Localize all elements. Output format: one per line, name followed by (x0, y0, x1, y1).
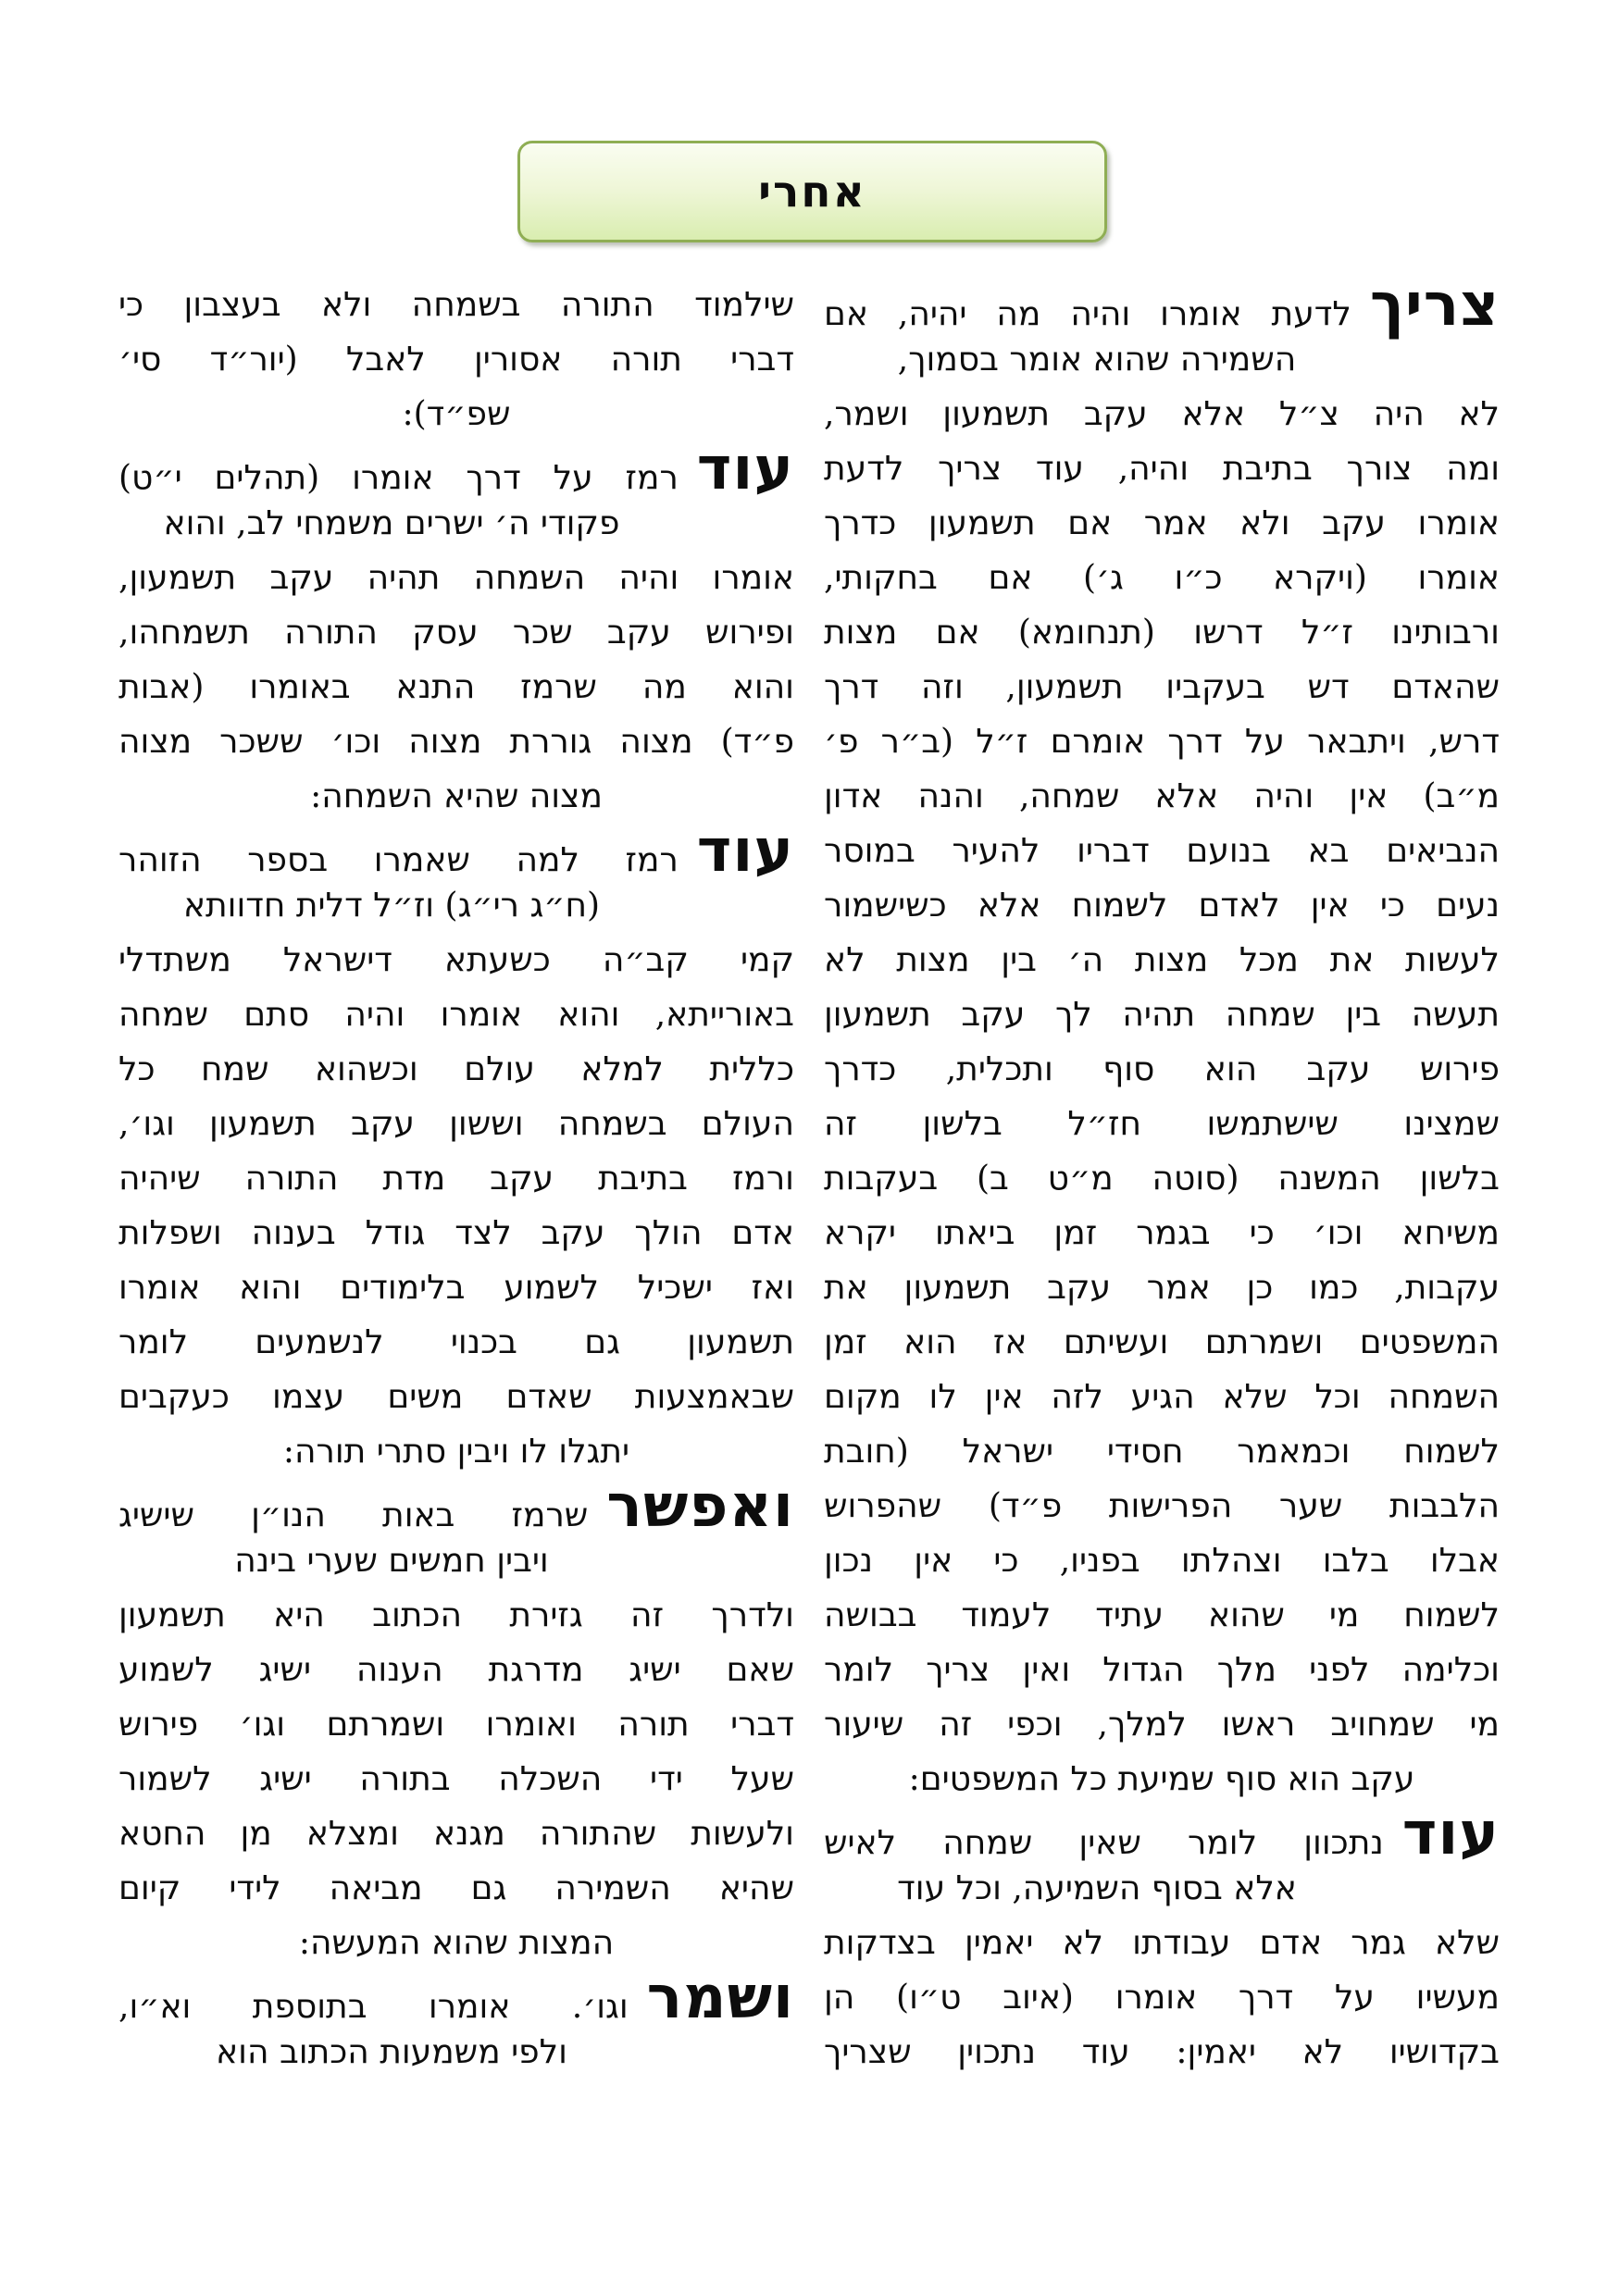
column-left (118, 278, 794, 2079)
paragraph-initial-word: עוד (696, 816, 794, 886)
text-line: שהיא השמירה גם מביאה לידי קיום (118, 1869, 794, 1907)
text-line: עקבות, כמו כן אמר עקב תשמעון את (824, 1269, 1500, 1307)
text-line-continuation: רמז על דרך אומרו (תהלים י״ט) (118, 459, 679, 497)
text-line: לשמוח מי שהוא עתיד לעמוד בבושה (824, 1596, 1500, 1634)
text-line: פ״ד) מצוה גוררת מצוה וכו׳ ששכר מצוה (118, 723, 794, 761)
text-line: קמי קב״ה כשעתא דישראל משתדלי (118, 941, 794, 979)
text-line-continuation: שרמז באות הנו״ן שישיג (118, 1496, 589, 1534)
text-line: שילמוד התורה בשמחה ולא בעצבון כי (118, 286, 794, 324)
text-line (824, 270, 1500, 340)
text-line-continuation: וגו׳. אומרו בתוספת וא״ו, (118, 1988, 629, 2026)
text-line: שפ״ד): (402, 395, 511, 433)
text-line: אומרו עקב ולא אמר אם תשמעון כדרך (824, 504, 1500, 542)
text-line: באורייתא, והוא אומרו והיה סתם שמחה (118, 996, 794, 1034)
text-line: אדם הולך עקב לצד גודל בענוה ושפלות (118, 1214, 794, 1252)
text-line: דרש, ויתבאר על דרך אומרם ז״ל (ב״ר פ׳ (824, 723, 1500, 761)
text-line: אבלו בלבו וצהלתו בפניו, כי אין נכון (824, 1542, 1500, 1580)
text-line: (ח״ג רי״ג) וז״ל דלית חדוותא (182, 887, 601, 925)
text-line (118, 434, 794, 503)
paragraph (118, 1471, 794, 1970)
text-line-continuation: לדעת אומרו והיה מה יהיה, אם (824, 295, 1351, 333)
parsha-header-box (517, 141, 1107, 242)
text-line: מ״ב) אין והיה אלא שמחה, והנה אדון (824, 777, 1500, 815)
text-line: שעל ידי השכלה בתורה ישיג לשמור (118, 1760, 794, 1798)
text-line: ויבין חמשים שערי בינה (234, 1542, 549, 1580)
text-line: ומה צורך בתיבת והיה, עוד צריך לדעת (824, 450, 1500, 488)
paragraph (118, 816, 794, 1479)
text-line: מצוה שהיא השמחה: (310, 777, 603, 815)
text-columns (118, 270, 1500, 2079)
text-line: והוא מה שרמז התנא באומרו (אבות (118, 668, 794, 706)
text-line: שאם ישיג מדרגת הענוה ישיג לשמוע (118, 1651, 794, 1689)
text-line: מי שמחויב ראשו למלך, וכפי זה שיעור (824, 1706, 1500, 1744)
paragraph (118, 278, 794, 441)
paragraph (118, 434, 794, 824)
text-line-continuation: רמז למה שאמרו בספר הזוהר (118, 841, 679, 879)
text-line: דברי תורה אסורין לאבל (יור״ד סי׳ (118, 341, 794, 379)
text-line: משיחא וכו׳ כי בגמר זמן ביאתו יקרא (824, 1214, 1500, 1252)
paragraph-initial-word: ואפשר (606, 1471, 794, 1541)
text-line: בלשון המשנה (סוטה מ״ט ב) בעקבות (824, 1160, 1500, 1198)
text-line: השמחה וכל שלא הגיע לזה אין לו מקום (824, 1378, 1500, 1416)
text-line: יתגלו לו ויבין סתרי תורה: (282, 1433, 630, 1471)
text-line: שמצינו שישתמשו חז״ל בלשון זה (824, 1105, 1500, 1143)
text-line: ולפי משמעות הכתוב הוא (216, 2033, 567, 2071)
column-right (824, 270, 1500, 2079)
text-line-continuation: נתכוון לומר שאין שמחה לאיש (824, 1824, 1384, 1862)
text-line: ולדרך זה גזירת הכתוב היא תשמעון (118, 1596, 794, 1634)
text-line: פקודי ה׳ ישרים משמחי לב, והוא (163, 504, 620, 542)
text-line: ורמז בתיבת עקב מדת התורה שיהיה (118, 1160, 794, 1198)
text-line (118, 1471, 794, 1541)
text-line: אומרו והיה השמחה תהיה עקב תשמעון, (118, 559, 794, 597)
paragraph-initial-word: ושמר (646, 1963, 794, 2032)
text-line: העולם בשמחה וששון עקב תשמעון וגו׳, (118, 1105, 794, 1143)
text-line: שהאדם דש בעקביו תשמעון, וזה דרך (824, 668, 1500, 706)
paragraph-initial-word: עוד (1401, 1799, 1500, 1868)
text-line (118, 816, 794, 886)
text-line: מעשיו על דרך אומרו (איוב ט״ו) הן (824, 1979, 1500, 2017)
text-line: הלבבות שער הפרישות פ״ד) שהפרוש (824, 1487, 1500, 1525)
paragraph-initial-word: צריך (1369, 270, 1500, 340)
paragraph (118, 1963, 794, 2079)
text-line: ורבותינו ז״ל דרשו (תנחומא) אם מצות (824, 614, 1500, 652)
text-line: פירוש עקב הוא סוף ותכלית, כדרך (824, 1050, 1500, 1088)
text-line: בקדושיו לא יאמין: עוד נתכוין שצריך (824, 2033, 1500, 2071)
text-line: לעשות את מכל מצות ה׳ בין מצות לא (824, 941, 1500, 979)
text-line: ואז ישכיל לשמוע בלימודים והוא אומרו (118, 1269, 794, 1307)
text-line: תשמעון גם בכנוי לנשמעים לומר (118, 1323, 794, 1361)
paragraph (824, 1799, 1500, 2079)
text-line (118, 1963, 794, 2032)
text-line: שלא גמר אדם עבודתו לא יאמין בצדקות (824, 1924, 1500, 1962)
text-line: לשמוח וכמאמר חסידי ישראל (חובת (824, 1433, 1500, 1471)
text-line: אלא בסוף השמיעה, וכל עוד (897, 1869, 1297, 1907)
text-line: תעשה בין שמחה תהיה לך עקב תשמעון (824, 996, 1500, 1034)
paragraph-initial-word: עוד (696, 434, 794, 503)
text-line: השמירה שהוא אומר בסמוך, (897, 341, 1297, 379)
text-line: ופירוש עקב שכר עסק התורה תשמחהו, (118, 614, 794, 652)
text-line: המשפטים ושמרתם ועשיתם אז הוא זמן (824, 1323, 1500, 1361)
text-line: דברי תורה ואומרו ושמרתם וגו׳ פירוש (118, 1706, 794, 1744)
text-line: וכלימה לפני מלך הגדול ואין צריך לומר (824, 1651, 1500, 1689)
text-line: המצות שהוא המעשה: (298, 1924, 615, 1962)
text-line: אומרו (ויקרא כ״ו ג׳) אם בחקותי, (824, 559, 1500, 597)
text-line: ולעשות שהתורה מגנא ומצלא מן החטא (118, 1815, 794, 1853)
text-line: שבאמצעות שאדם משים עצמו כעקבים (118, 1378, 794, 1416)
text-line: לא היה צ״ל אלא עקב תשמעון ושמר, (824, 395, 1500, 433)
parsha-title: אחרי (758, 166, 866, 217)
text-line: כללית למלא עולם וכשהוא שמח כל (118, 1050, 794, 1088)
paragraph (824, 270, 1500, 1806)
text-line: נעים כי אין לאדם לשמוח אלא כשישמור (824, 887, 1500, 925)
text-line (824, 1799, 1500, 1868)
text-line: עקב הוא סוף שמיעת כל המשפטים: (908, 1760, 1415, 1798)
text-line: הנביאים בא בנועם דבריו להעיר במוסר (824, 832, 1500, 870)
